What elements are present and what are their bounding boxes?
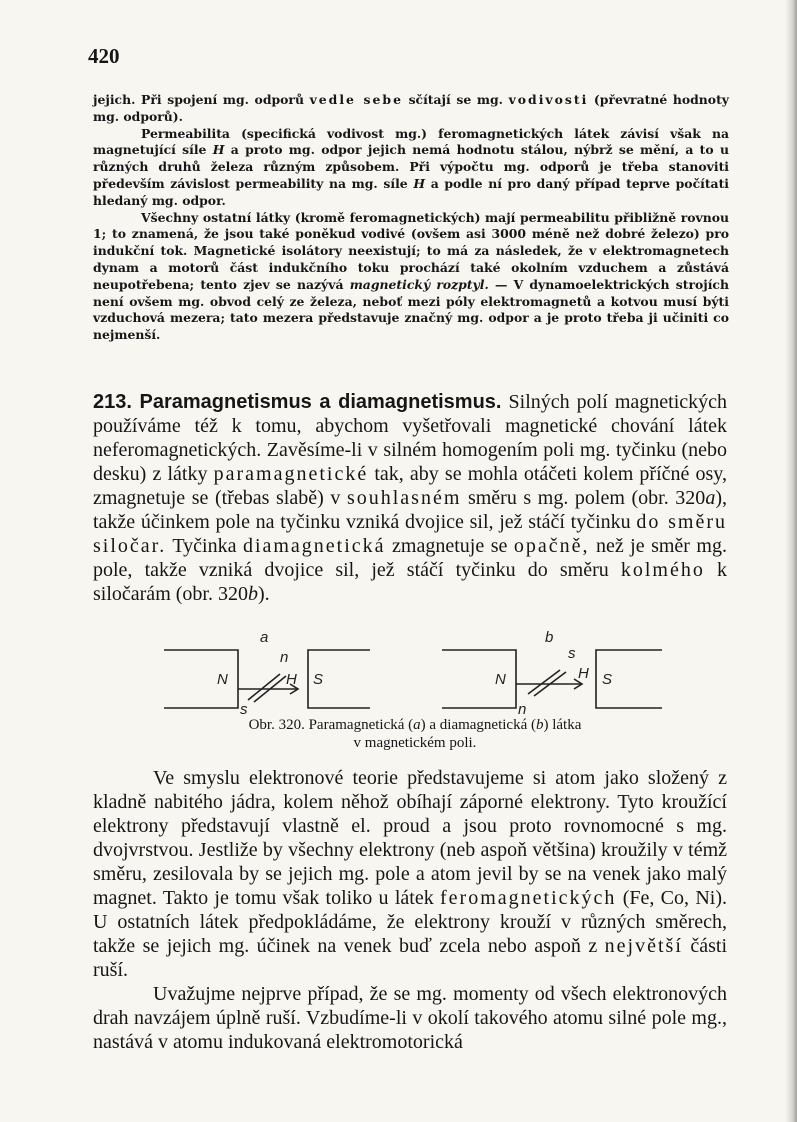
page-number: 420 bbox=[88, 44, 120, 68]
label-S-a: S bbox=[313, 671, 324, 688]
label-N-b: N bbox=[495, 671, 506, 688]
paragraph-permeability: Permeabilita (specifická vodivost mg.) feromagnetických látek závisí však na magnetující síle H a proto mg. odpor jejich nemá hodnotu stálou, nýbrž se mění, a to u různých druhů železa různým způsobem. Při výpočtu mg. odporů je třeba stanoviti především závislost permeability na mg. síle H a podle ní pro daný případ teprve počítati hledaný mg. odpor. bbox=[93, 125, 729, 208]
section-213 bbox=[93, 390, 727, 606]
label-b: b bbox=[545, 629, 554, 646]
caption-line-1: Obr. 320. Paramagnetická (a) a diamagnetická (b) látka bbox=[248, 717, 582, 733]
figure-320 bbox=[150, 622, 680, 722]
label-S-b: S bbox=[602, 671, 613, 688]
label-n-a: n bbox=[280, 649, 289, 666]
caption-line-2: v magnetickém poli. bbox=[353, 735, 477, 751]
label-n-b: n bbox=[518, 701, 527, 718]
figure-caption bbox=[150, 716, 680, 752]
label-N-a: N bbox=[217, 671, 228, 688]
section-213-paragraph: 213. Paramagnetismus a diamagnetismus. Silných polí magnetických používáme též k tomu, abychom vyšetřovali magnetické chování látek neferomagnetických. Zavěsíme-li v silném homogením poli mg. tyčinku (nebo desku) z látky paramagnetické tak, aby se mohla otáčeti kolem příčné osy, zmagnetuje se (třebas slabě) v souhlasném směru s mg. polem (obr. 320a), takže účinkem pole na tyčinku vzniká dvojice sil, jež stáčí tyčinku do směru siločar. Tyčinka diamagnetická zmagnetuje se opačně, než je směr mg. pole, takže vzniká dvojice sil, jež stáčí tyčinku do směru kolmého k siločarám (obr. 320b). bbox=[93, 391, 728, 605]
label-s-a: s bbox=[240, 701, 248, 718]
paragraph-induced-emf: Uvažujme nejprve případ, že se mg. momenty od všech elektronových drah navzájem úplně ruší. Vzbudíme-li v okolí takového atomu silné pole mg., nastává v atomu indukovaná elektromotorická bbox=[93, 983, 727, 1053]
section-heading: 213. Paramagnetismus a diamagnetismus. bbox=[93, 391, 502, 413]
body-text bbox=[93, 766, 727, 1054]
paragraph-electron-theory: Ve smyslu elektronové teorie představujeme si atom jako složený z kladně nabitého jádra, kolem něhož obíhají záporné elektrony. Tyto kroužící elektrony představují vlastně el. proud a jsou proto rovnomocné s mg. dvojvrstvou. Jestliže by všechny elektrony (neb aspoň většina) kroužily v témž směru, zesilovala by se jejich mg. pole a atom jevil by se na venek jako malý magnet. Takto je tomu však toliko u látek feromagnetických (Fe, Co, Ni). U ostatních látek předpokládáme, že elektrony krouží v různých směrech, takže se jejich mg. účinek na venek buď zcela nebo aspoň z největší části ruší. bbox=[93, 767, 727, 981]
paragraph-reluctance-series: jejich. Při spojení mg. odporů vedle sebe sčítají se mg. vodivosti (převratné hodnoty mg. odporů). bbox=[93, 92, 729, 124]
rod-diamagnetic bbox=[528, 670, 566, 696]
small-print-block bbox=[93, 92, 729, 344]
rod-paramagnetic bbox=[248, 674, 286, 702]
label-s-b: s bbox=[568, 645, 576, 662]
figure-320-diagram bbox=[150, 622, 680, 722]
page-edge-shadow bbox=[785, 0, 797, 1122]
paragraph-magnetic-leakage: Všechny ostatní látky (kromě feromagnetických) mají permeabilitu přibližně rovnou 1; to znamená, že jsou také poněkud vodivé (ovšem asi 3000 méně než dobré železo) pro indukční tok. Magnetické isolátory neexistují; to má za následek, že v elektromagnetech dynam a motorů část indukčního toku prochází také okolním vzduchem a zůstává neupotřebena; tento zjev se nazývá magnetický rozptyl. — V dynamoelektrických strojích není ovšem mg. obvod celý ze železa, neboť mezi póly elektromagnetů a kotvou musí býti vzduchová mezera; tato mezera představuje značný mg. odpor a je proto třeba ji učiniti co nejmenší. bbox=[93, 209, 729, 343]
label-a: a bbox=[260, 629, 269, 646]
label-H-a: H bbox=[286, 671, 297, 688]
label-H-b: H bbox=[578, 665, 589, 682]
